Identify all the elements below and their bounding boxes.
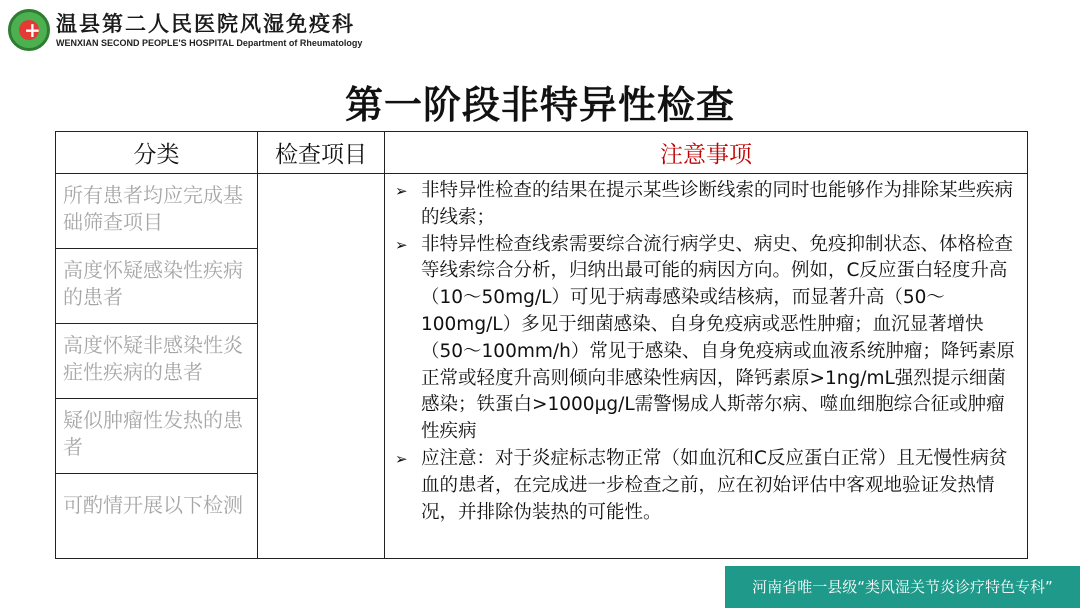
footer-banner: 河南省唯一县级“类风湿关节炎诊疗特色专科” [725, 566, 1080, 608]
header-check-items: 检查项目 [258, 132, 385, 174]
check-items-cell [258, 174, 385, 559]
header-category: 分类 [56, 132, 258, 174]
arrow-bullet-icon: ➢ [395, 449, 408, 468]
hospital-name-cn: 温县第二人民医院风湿免疫科 [56, 11, 355, 36]
note-item [395, 446, 1021, 526]
slide-title: 第一阶段非特异性检查 [344, 83, 735, 127]
category-item: 所有患者均应完成基础筛查项目 [56, 174, 257, 249]
category-column [56, 174, 258, 559]
hospital-brand [56, 11, 362, 49]
note-item [395, 232, 1021, 446]
category-item: 疑似肿瘤性发热的患者 [56, 399, 257, 474]
note-text: 应注意：对于炎症标志物正常（如血沉和C反应蛋白正常）且无慢性病贫血的患者，在完成进一步检查之前，应在初始评估中客观地验证发热情况，并排除伪装热的可能性。 [421, 447, 1008, 523]
arrow-bullet-icon: ➢ [395, 182, 408, 200]
hospital-logo-icon [8, 9, 50, 51]
hospital-header [8, 6, 362, 54]
header-notes: 注意事项 [385, 132, 1028, 174]
table-header-row [56, 132, 1028, 174]
arrow-bullet-icon: ➢ [395, 235, 408, 254]
notes-cell [385, 174, 1028, 559]
category-item: 可酌情开展以下检测 [63, 493, 243, 517]
note-text: 非特异性检查的结果在提示某些诊断线索的同时也能够作为排除某些疾病的线索； [421, 180, 1014, 228]
exam-table [55, 131, 1028, 559]
category-item: 高度怀疑感染性疾病的患者 [56, 249, 257, 324]
table-row [56, 174, 1028, 559]
hospital-name-en: WENXIAN SECOND PEOPLE'S HOSPITAL Department of Rheumatology [56, 38, 363, 48]
note-text: 非特异性检查线索需要综合流行病学史、病史、免疫抑制状态、体格检查等线索综合分析，归纳出最可能的病因方向。例如，C反应蛋白轻度升高（10～50mg/L）可见于病毒感染或结核病，而显著升高（50～100mg/L）多见于细菌感染、自身免疫病或恶性肿瘤；血沉显著增快（50～100mm/h）常见于感染、自身免疫病或血液系统肿瘤；降钙素原正常或轻度升高则倾向非感染性病因，降钙素原>1ng/mL强烈提示细菌感染；铁蛋白>1000μg/L需警惕成人斯蒂尔病、噬血细胞综合征或肿瘤性疾病 [421, 233, 1015, 443]
category-item: 高度怀疑非感染性炎症性疾病的患者 [56, 324, 257, 399]
note-item [395, 178, 1021, 232]
